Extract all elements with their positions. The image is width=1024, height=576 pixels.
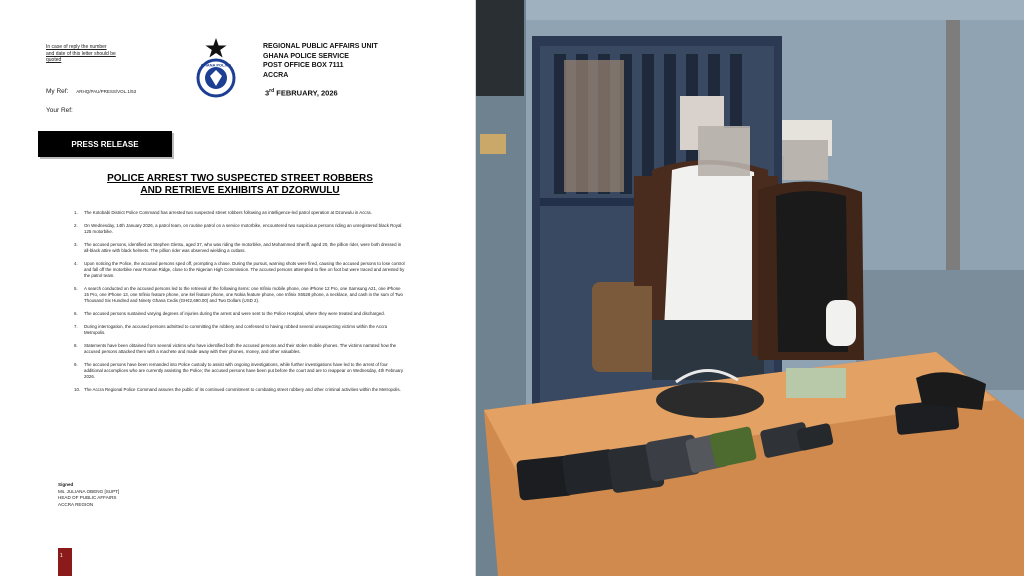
paragraph-text: During interrogation, the accused persons admitted to committing the robbery and confessed to having robbed several unsuspecting victims within the Accra Metropolis. — [84, 324, 388, 335]
paragraph-number: 10. — [74, 386, 81, 392]
paragraph-item — [74, 261, 406, 279]
unit-address-block — [263, 42, 378, 80]
paragraph-number: 4. — [74, 261, 78, 267]
paragraph-text: The Accra Regional Police Command assures the public of its continued commitment to combating street robbery and other criminal activities within the Metropolis. — [84, 386, 401, 392]
paragraph-text: The accused persons, identified as Stephen Gletsu, aged 37, who was riding the motorbike, and Mohammed Sheriff, aged 20, the pillion rider, were both dressed in all-black attire with black helmets. The pillion rider was observed wielding a cutlass. — [84, 242, 402, 253]
my-ref-value: ARHQ/PAU/PRESS/VOL.1/53 — [76, 89, 137, 94]
paragraph-item — [74, 242, 406, 254]
paragraph-number: 3. — [74, 242, 78, 248]
press-release-paragraphs — [74, 210, 406, 400]
unit-line: POST OFFICE BOX 7111 — [263, 62, 344, 69]
paragraph-item — [74, 343, 406, 355]
paragraph-number: 1. — [74, 210, 78, 215]
paragraph-text: Statements have been obtained from several victims who have identified both the accused persons and their stolen mobile phones. The victims narrated how the accused persons attacked them with a machete and made away with their phones, money, and other valuables. — [84, 343, 397, 354]
paragraph-item — [74, 310, 406, 317]
date-day: 3 — [265, 88, 270, 98]
paragraph-item — [74, 286, 406, 304]
signed-label: Signed — [58, 482, 74, 487]
paragraph-item — [74, 223, 406, 235]
paragraph-text: The Kotobabi District Police Command has arrested two suspected street robbers following an intelligence-led patrol operation at Dzorwulu in Accra. — [84, 210, 372, 215]
your-reference: Your Ref: — [46, 107, 73, 114]
letter-date — [265, 88, 338, 98]
suspects-exhibits-photo — [476, 0, 1024, 576]
date-month-year: FEBRUARY, 2026 — [274, 88, 338, 98]
paragraph-item — [74, 210, 406, 216]
signer-title: HEAD OF PUBLIC AFFAIRS — [58, 495, 117, 501]
paragraph-text: A search conducted on the accused persons led to the retrieval of the following items: one Infinix mobile phone, one iPhone 12 Pro, one Samsung A21, one iPhone 15 Pro, one iPhone 13, one Infinix feature phone, one itel feature phone, one Nokia feature phone, one Infinix X6528 phone, a necklace, and cash in the sum of Two Thousand Six Hundred and Ninety Ghana Cedis (GH¢2,690.00) and Two Dollars (USD 2). — [84, 286, 403, 303]
page-number: 1 — [60, 553, 63, 559]
paragraph-item — [74, 386, 406, 393]
svg-text:GHANA POLICE: GHANA POLICE — [200, 62, 232, 68]
press-release-headline — [60, 173, 420, 197]
press-release-banner: PRESS RELEASE — [38, 131, 172, 157]
signature-block — [58, 482, 119, 508]
my-ref-label: My Ref: — [46, 88, 69, 95]
headline-line-2: AND RETRIEVE EXHIBITS AT DZORWULU — [140, 185, 340, 196]
paragraph-text: Upon noticing the Police, the accused persons sped off, prompting a chase. During the pursuit, warning shots were fired, causing the accused persons to lose control and fall off the motorbike near Roman Ridge, close to the Nigerian High Commission. The accused persons attempted to flee on foot but were traced and arrested by the patrol team. — [84, 261, 405, 278]
paragraph-number: 7. — [74, 324, 78, 329]
press-release-document — [0, 0, 476, 576]
reply-reference-note: In case of reply the number and date of this letter should be quoted — [46, 44, 116, 63]
my-reference — [46, 88, 136, 95]
ghana-police-crest-icon — [190, 36, 242, 98]
paragraph-item — [74, 362, 406, 380]
paragraph-text: The accused persons have been remanded into Police custody to assist with ongoing investigations, while further investigations have led to the arrest of four additional accomplices who are currently assisting the Police; the accused persons have been put before the court and are to reappear on Wednesday, 4th February 2026. — [84, 362, 404, 379]
paragraph-number: 8. — [74, 343, 78, 348]
signer-region: ACCRA REGION — [58, 501, 94, 507]
signer-name: Ms. JULIANA OBENG [SUPT] — [58, 488, 120, 494]
paragraph-text: The accused persons sustained varying degrees of injuries during the arrest and were sent to the Police Hospital, where they were treated and discharged. — [84, 310, 385, 316]
paragraph-number: 9. — [74, 362, 78, 367]
unit-line: REGIONAL PUBLIC AFFAIRS UNIT — [263, 43, 378, 50]
date-suffix: rd — [269, 88, 275, 94]
paragraph-number: 2. — [74, 223, 78, 229]
paragraph-number: 6. — [74, 310, 78, 316]
paragraph-text: On Wednesday, 14th January 2026, a patrol team, on routine patrol on a service motorbike, encountered two suspicious persons riding an unregistered black Royal 125 motorbike. — [84, 223, 402, 234]
unit-line: ACCRA — [263, 71, 289, 79]
photo-illustration — [476, 0, 1024, 576]
paragraph-item — [74, 324, 406, 336]
headline-line-1: POLICE ARREST TWO SUSPECTED STREET ROBBERS — [107, 173, 373, 184]
unit-line: GHANA POLICE SERVICE — [263, 52, 349, 60]
paragraph-number: 5. — [74, 286, 78, 291]
